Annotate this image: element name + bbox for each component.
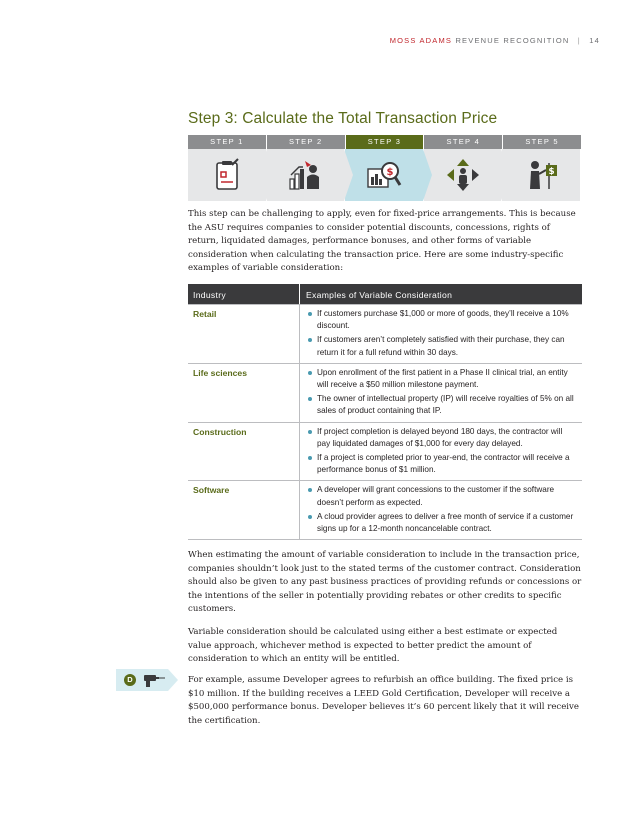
table-row xyxy=(188,304,582,363)
table-header-industry: Industry xyxy=(193,290,226,300)
example-item: A developer will grant concessions to the customer if the software doesn’t perform as expected. xyxy=(306,484,576,508)
examples-cell xyxy=(299,423,582,481)
contract-icon xyxy=(207,155,247,195)
method-paragraph: Variable consideration should be calculated using either a best estimate or expected value approach, whichever method is expected to better predict the amount of consideration to which an entity will be entitled. xyxy=(188,627,558,665)
step-tab-2: STEP 2 xyxy=(267,135,345,149)
industry-cell: Construction xyxy=(193,426,247,437)
example-item: A cloud provider agrees to deliver a free month of service if a customer signs up for a 12-month noncancelable contract. xyxy=(306,511,576,535)
estimation-paragraph: When estimating the amount of variable consideration to include in the transaction price, companies shouldn’t look just to the stated terms of the customer contract. Consideration should also be given to any past business practices of providing refunds or concessions or the intentions of the seller in potentially providing rebates or other credits to specific customers. xyxy=(188,550,582,615)
example-badge: D xyxy=(124,674,136,686)
examples-cell xyxy=(299,481,582,539)
table-row xyxy=(188,422,582,481)
example-item: If project completion is delayed beyond 180 days, the contractor will pay liquidated damages of $1,000 for every day delayed. xyxy=(306,426,576,450)
step-panel-4 xyxy=(424,149,502,201)
table-header xyxy=(188,284,582,304)
variable-consideration-table xyxy=(188,284,582,540)
example-item: If customers purchase $1,000 or more of goods, they’ll receive a 10% discount. xyxy=(306,308,576,332)
header-separator: | xyxy=(577,36,581,45)
step-panel-2 xyxy=(267,149,345,201)
examples-cell xyxy=(299,364,582,422)
section-name: REVENUE RECOGNITION xyxy=(455,36,570,45)
step-panel-3 xyxy=(345,149,423,201)
drill-icon xyxy=(142,673,166,687)
step-panel-5 xyxy=(502,149,580,201)
page-header xyxy=(390,36,600,45)
example-item: Upon enrollment of the first patient in a Phase II clinical trial, an entity will receive a $50 million milestone payment. xyxy=(306,367,576,391)
examples-cell xyxy=(299,305,582,363)
transaction-price-icon xyxy=(364,155,404,195)
brand-name: MOSS ADAMS xyxy=(389,36,453,45)
industry-cell: Software xyxy=(193,485,230,496)
svg-text:$: $ xyxy=(386,167,394,178)
example-item: If customers aren’t completely satisfied with their purchase, they can return it for a full refund within 30 days. xyxy=(306,334,576,358)
industry-cell: Life sciences xyxy=(193,367,247,378)
industry-cell: Retail xyxy=(193,309,217,319)
step-tab-1: STEP 1 xyxy=(188,135,266,149)
table-row xyxy=(188,363,582,422)
performance-obligations-icon xyxy=(285,155,325,195)
step-tab-5: STEP 5 xyxy=(503,135,581,149)
example-item: If a project is completed prior to year-end, the contractor will receive a performance bonus of $1 million. xyxy=(306,452,576,476)
step-tab-3: STEP 3 xyxy=(346,135,424,149)
allocate-icon xyxy=(443,155,483,195)
step-tab-4: STEP 4 xyxy=(424,135,502,149)
steps-banner xyxy=(188,135,581,201)
page-number: 14 xyxy=(589,36,600,45)
recognize-revenue-icon xyxy=(521,155,561,195)
intro-paragraph: This step can be challenging to apply, even for fixed-price arrangements. This is because the ASU requires companies to consider potential discounts, concessions, rights of return, liquidated damages, performance bonuses, and other forms of variable consideration when calculating the transaction price. Here are some industry-specific examples of variable consideration: xyxy=(188,209,576,274)
example-paragraph: For example, assume Developer agrees to refurbish an office building. The fixed price is $10 million. If the building receives a LEED Gold Certification, Developer will receive a $500,000 performance bonus. Developer believes it’s 60 percent likely that it will receive the certification. xyxy=(188,675,579,726)
example-callout xyxy=(116,669,178,691)
example-item: The owner of intellectual property (IP) will receive royalties of 5% on all sales of product containing that IP. xyxy=(306,393,576,417)
svg-text:$: $ xyxy=(548,167,555,177)
table-header-examples: Examples of Variable Consideration xyxy=(299,284,582,304)
step-panel-1 xyxy=(188,149,266,201)
page-title: Step 3: Calculate the Total Transaction Price xyxy=(188,110,498,127)
table-row xyxy=(188,480,582,539)
